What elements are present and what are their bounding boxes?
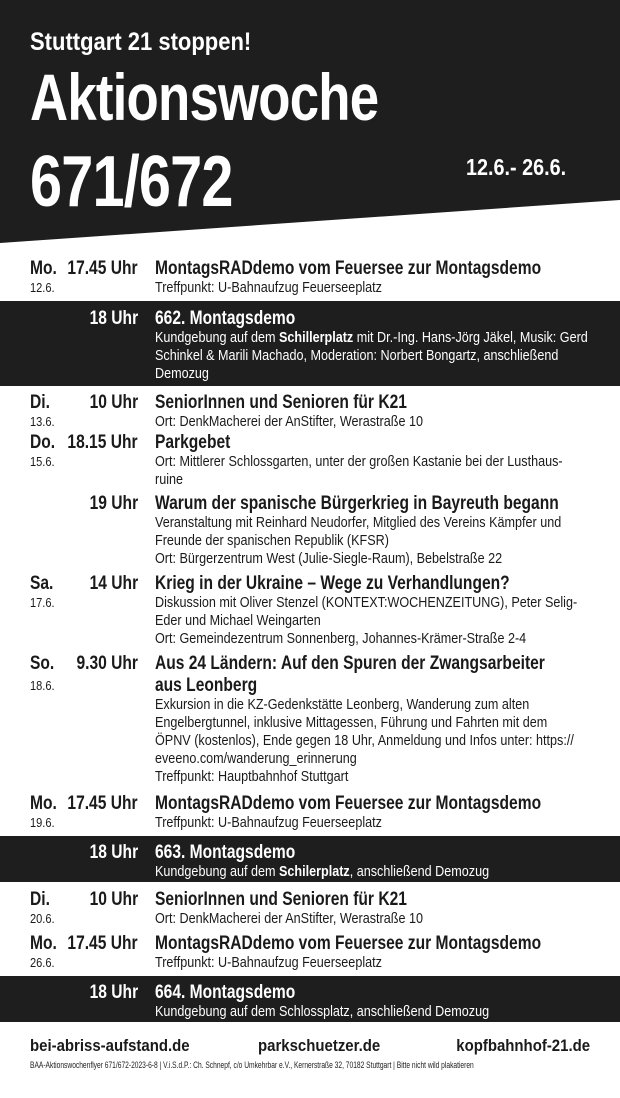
event-day: Do. [30,432,56,453]
event-item-highlight [0,836,620,882]
header-title: Aktionswoche [30,60,379,134]
event-item-highlight [0,301,620,386]
event-item [0,493,620,573]
event-title: MontagsRADdemo vom Feuersee zur Montagsdemo [155,258,542,279]
header-banner [0,0,620,245]
event-title: 663. Montagsdemo [155,842,296,863]
footer [0,1028,620,1098]
event-description: Exkursion in die KZ-Gedenkstätte Leonberg, Wanderung zum alten Engelbergtunnel, inklusive Mittagessen, Führung und Fahrten mit dem ÖPNV (kostenlos), Ende gegen 18 Uhr, Anmeldung und Infos unter: https:// eveeno.com/wanderung_erinnerung Treffpunkt: Hauptbahnhof Stuttgart [155,696,574,785]
event-item [0,432,620,492]
event-time: 10 Uhr [89,392,138,413]
event-day: So. [30,653,55,674]
event-day: Mo. [30,933,57,954]
event-title: SeniorInnen und Senioren für K21 [155,889,407,910]
event-title: Parkgebet [155,432,231,453]
event-date: 17.6. [30,595,55,610]
event-description: Diskussion mit Oliver Stenzel (KONTEXT:WOCHENZEITUNG), Peter Selig- Eder und Michael Weingarten Ort: Gemeindezentrum Sonnenberg, Johannes-Krämer-Straße 2-4 [155,594,578,647]
event-item [0,258,620,298]
event-title: Krieg in der Ukraine – Wege zu Verhandlungen? [155,573,510,594]
event-description: Kundgebung auf dem Schlossplatz, anschließend Demozug [155,1003,490,1020]
event-time: 9.30 Uhr [76,653,138,674]
event-time: 17.45 Uhr [67,933,138,954]
event-title: Warum der spanische Bürgerkrieg in Bayreuth begann [155,493,559,514]
event-description: Veranstaltung mit Reinhard Neudorfer, Mitglied des Vereins Kämpfer und Freunde der spanischen Republik (KFSR) Ort: Bürgerzentrum West (Julie-Siegle-Raum), Bebelstraße 22 [155,514,562,567]
event-date: 20.6. [30,911,55,926]
event-title: 664. Montagsdemo [155,982,296,1003]
event-time: 17.45 Uhr [67,793,138,814]
header-date-range: 12.6.- 26.6. [466,154,567,180]
event-day: Di. [30,889,50,910]
event-title: Aus 24 Ländern: Auf den Spuren der Zwangsarbeiter [155,653,545,674]
event-date: 15.6. [30,454,55,469]
event-item [0,933,620,973]
event-date: 13.6. [30,414,55,429]
event-day: Sa. [30,573,54,594]
event-date: 12.6. [30,280,55,295]
website-link-kopfbahnhof-21[interactable]: kopfbahnhof-21.de [456,1036,590,1055]
event-item-highlight [0,976,620,1022]
event-time: 14 Uhr [89,573,138,594]
website-link-bei-abriss-aufstand[interactable]: bei-abriss-aufstand.de [30,1036,190,1055]
event-item [0,793,620,833]
event-description: Kundgebung auf dem Schillerplatz mit Dr.-Ing. Hans-Jörg Jäkel, Musik: Gerd Schinkel & Marili Machado, Moderation: Norbert Bongartz, anschließend Demozug [155,329,588,382]
event-day: Mo. [30,793,57,814]
event-item [0,392,620,432]
event-time: 18 Uhr [89,842,138,863]
event-time: 18.15 Uhr [67,432,138,453]
event-day: Di. [30,392,50,413]
event-item [0,573,620,653]
event-title: MontagsRADdemo vom Feuersee zur Montagsdemo [155,793,542,814]
event-description: Ort: Mittlerer Schlossgarten, unter der großen Kastanie bei der Lusthaus- ruine [155,453,563,488]
event-title: SeniorInnen und Senioren für K21 [155,392,407,413]
imprint: BAA-Aktionswochenflyer 671/672-2023-6-8 | V.i.S.d.P.: Ch. Schnepf, c/o Umkehrbar e.V., Kernerstraße 32, 70182 Stuttgart | Bitte nicht wild plakatieren [30,1060,474,1070]
event-time: 17.45 Uhr [67,258,138,279]
website-link-parkschuetzer[interactable]: parkschuetzer.de [258,1036,381,1055]
event-description: Treffpunkt: U-Bahnaufzug Feuerseeplatz [155,954,382,971]
event-time: 10 Uhr [89,889,138,910]
event-title-continued: aus Leonberg [155,675,258,696]
event-description: Kundgebung auf dem Schilerplatz, anschließend Demozug [155,863,490,880]
event-date: 26.6. [30,955,55,970]
header-subtitle: Stuttgart 21 stoppen! [30,28,252,56]
event-date: 19.6. [30,815,55,830]
event-description: Ort: DenkMacherei der AnStifter, Werastraße 10 [155,910,423,927]
event-title: MontagsRADdemo vom Feuersee zur Montagsdemo [155,933,542,954]
event-item [0,889,620,929]
event-item [0,653,620,793]
event-title: 662. Montagsdemo [155,308,296,329]
event-time: 19 Uhr [89,493,138,514]
event-description: Treffpunkt: U-Bahnaufzug Feuerseeplatz [155,814,382,831]
event-date: 18.6. [30,678,55,693]
event-time: 18 Uhr [89,308,138,329]
event-day: Mo. [30,258,57,279]
event-description: Ort: DenkMacherei der AnStifter, Werastraße 10 [155,413,423,430]
header-week-number: 671/672 [30,142,233,222]
event-description: Treffpunkt: U-Bahnaufzug Feuerseeplatz [155,279,382,296]
event-time: 18 Uhr [89,982,138,1003]
